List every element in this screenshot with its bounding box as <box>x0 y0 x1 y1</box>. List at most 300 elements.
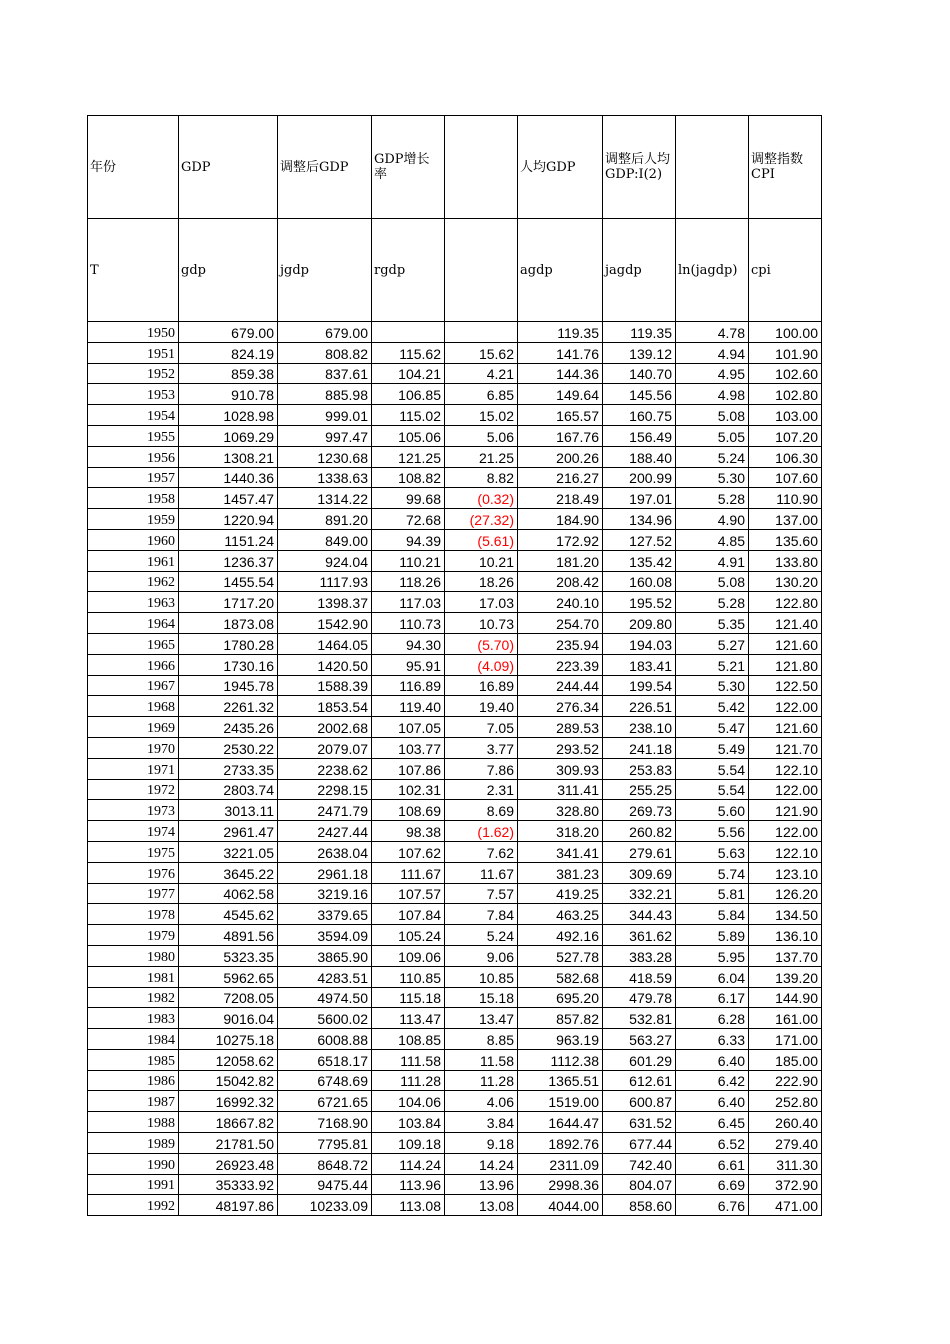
cell-rgdp: 108.69 <box>372 800 445 821</box>
cell-agdp: 165.57 <box>518 405 603 426</box>
cell-year: 1950 <box>88 322 179 343</box>
cell-jagdp: 361.62 <box>603 925 676 946</box>
cell-gdp: 3221.05 <box>179 841 278 862</box>
cell-jgdp: 999.01 <box>278 405 372 426</box>
cell-cpi: 135.60 <box>749 529 822 550</box>
cell-gdp: 12058.62 <box>179 1049 278 1070</box>
table-row <box>88 800 822 821</box>
cell-agdp: 172.92 <box>518 529 603 550</box>
cell-gdp: 1028.98 <box>179 405 278 426</box>
cell-gdp: 1440.36 <box>179 467 278 488</box>
cell-agdp: 311.41 <box>518 779 603 800</box>
cell-year: 1968 <box>88 696 179 717</box>
cell-jagdp: 183.41 <box>603 654 676 675</box>
cell-ln-jagdp: 4.85 <box>676 529 749 550</box>
cell-jagdp: 119.35 <box>603 322 676 343</box>
cell-jgdp: 4974.50 <box>278 987 372 1008</box>
cell-rgdp: 105.06 <box>372 425 445 446</box>
header-row-codes <box>88 219 822 322</box>
cell-gdp: 5323.35 <box>179 945 278 966</box>
table-row <box>88 425 822 446</box>
cell-jgdp: 1853.54 <box>278 696 372 717</box>
cell-jagdp: 479.78 <box>603 987 676 1008</box>
table-row <box>88 1091 822 1112</box>
cell-ln-jagdp: 5.60 <box>676 800 749 821</box>
cell-growth <box>445 322 518 343</box>
table-row <box>88 758 822 779</box>
cell-jgdp: 2471.79 <box>278 800 372 821</box>
cell-ln-jagdp: 5.05 <box>676 425 749 446</box>
cell-year: 1988 <box>88 1112 179 1133</box>
cell-ln-jagdp: 5.28 <box>676 488 749 509</box>
table-row <box>88 1153 822 1174</box>
cell-agdp: 1365.51 <box>518 1070 603 1091</box>
cell-year: 1967 <box>88 675 179 696</box>
cell-cpi: 260.40 <box>749 1112 822 1133</box>
table-row <box>88 966 822 987</box>
cell-ln-jagdp: 6.61 <box>676 1153 749 1174</box>
cell-growth: 10.73 <box>445 613 518 634</box>
cell-cpi: 185.00 <box>749 1049 822 1070</box>
cell-growth: 17.03 <box>445 592 518 613</box>
code-cell-gdp: gdp <box>179 219 278 322</box>
cell-growth: 7.62 <box>445 841 518 862</box>
cell-gdp: 5962.65 <box>179 966 278 987</box>
cell-gdp: 21781.50 <box>179 1133 278 1154</box>
cell-gdp: 26923.48 <box>179 1153 278 1174</box>
cell-year: 1959 <box>88 509 179 530</box>
cell-cpi: 121.70 <box>749 737 822 758</box>
cell-year: 1975 <box>88 841 179 862</box>
cell-gdp: 1069.29 <box>179 425 278 446</box>
cell-gdp: 2803.74 <box>179 779 278 800</box>
cell-growth: 9.06 <box>445 945 518 966</box>
cell-jagdp: 160.75 <box>603 405 676 426</box>
cell-ln-jagdp: 4.94 <box>676 342 749 363</box>
cell-jgdp: 1338.63 <box>278 467 372 488</box>
cell-gdp: 10275.18 <box>179 1029 278 1050</box>
cell-cpi: 121.80 <box>749 654 822 675</box>
table-row <box>88 446 822 467</box>
cell-agdp: 181.20 <box>518 550 603 571</box>
cell-cpi: 121.90 <box>749 800 822 821</box>
table-row <box>88 613 822 634</box>
cell-cpi: 252.80 <box>749 1091 822 1112</box>
cell-rgdp: 105.24 <box>372 925 445 946</box>
cell-rgdp: 114.24 <box>372 1153 445 1174</box>
cell-rgdp: 107.62 <box>372 841 445 862</box>
header-row-labels <box>88 116 822 219</box>
cell-ln-jagdp: 5.30 <box>676 467 749 488</box>
cell-growth: 19.40 <box>445 696 518 717</box>
cell-growth: 16.89 <box>445 675 518 696</box>
table-row <box>88 987 822 1008</box>
cell-cpi: 100.00 <box>749 322 822 343</box>
cell-gdp: 1780.28 <box>179 633 278 654</box>
cell-jagdp: 209.80 <box>603 613 676 634</box>
cell-rgdp: 115.02 <box>372 405 445 426</box>
cell-gdp: 3013.11 <box>179 800 278 821</box>
cell-jagdp: 804.07 <box>603 1174 676 1195</box>
cell-agdp: 144.36 <box>518 363 603 384</box>
code-cell-t: T <box>88 219 179 322</box>
cell-gdp: 2961.47 <box>179 821 278 842</box>
cell-agdp: 223.39 <box>518 654 603 675</box>
cell-year: 1971 <box>88 758 179 779</box>
cell-agdp: 276.34 <box>518 696 603 717</box>
cell-rgdp: 103.84 <box>372 1112 445 1133</box>
cell-rgdp: 102.31 <box>372 779 445 800</box>
cell-gdp: 16992.32 <box>179 1091 278 1112</box>
cell-gdp: 1717.20 <box>179 592 278 613</box>
cell-cpi: 101.90 <box>749 342 822 363</box>
cell-cpi: 122.10 <box>749 758 822 779</box>
cell-year: 1978 <box>88 904 179 925</box>
cell-ln-jagdp: 5.81 <box>676 883 749 904</box>
cell-growth: (0.32) <box>445 488 518 509</box>
cell-growth: 15.62 <box>445 342 518 363</box>
cell-cpi: 103.00 <box>749 405 822 426</box>
cell-agdp: 582.68 <box>518 966 603 987</box>
cell-growth: 2.31 <box>445 779 518 800</box>
cell-jgdp: 9475.44 <box>278 1174 372 1195</box>
cell-rgdp: 109.06 <box>372 945 445 966</box>
cell-gdp: 15042.82 <box>179 1070 278 1091</box>
cell-growth: (5.61) <box>445 529 518 550</box>
cell-cpi: 107.60 <box>749 467 822 488</box>
cell-gdp: 4891.56 <box>179 925 278 946</box>
cell-agdp: 141.76 <box>518 342 603 363</box>
cell-growth: 5.06 <box>445 425 518 446</box>
cell-jagdp: 383.28 <box>603 945 676 966</box>
cell-agdp: 695.20 <box>518 987 603 1008</box>
table-row <box>88 1049 822 1070</box>
cell-jgdp: 5600.02 <box>278 1008 372 1029</box>
cell-jgdp: 885.98 <box>278 384 372 405</box>
cell-cpi: 122.00 <box>749 779 822 800</box>
cell-cpi: 144.90 <box>749 987 822 1008</box>
cell-agdp: 463.25 <box>518 904 603 925</box>
cell-year: 1963 <box>88 592 179 613</box>
cell-gdp: 48197.86 <box>179 1195 278 1216</box>
cell-ln-jagdp: 5.54 <box>676 758 749 779</box>
cell-rgdp: 72.68 <box>372 509 445 530</box>
cell-growth: 5.24 <box>445 925 518 946</box>
cell-growth: 8.82 <box>445 467 518 488</box>
cell-year: 1990 <box>88 1153 179 1174</box>
cell-ln-jagdp: 5.54 <box>676 779 749 800</box>
cell-agdp: 1644.47 <box>518 1112 603 1133</box>
cell-rgdp <box>372 322 445 343</box>
cell-growth: 13.08 <box>445 1195 518 1216</box>
table-row <box>88 1133 822 1154</box>
cell-ln-jagdp: 5.84 <box>676 904 749 925</box>
cell-ln-jagdp: 4.98 <box>676 384 749 405</box>
cell-year: 1970 <box>88 737 179 758</box>
cell-cpi: 137.70 <box>749 945 822 966</box>
cell-cpi: 372.90 <box>749 1174 822 1195</box>
cell-jagdp: 332.21 <box>603 883 676 904</box>
cell-year: 1958 <box>88 488 179 509</box>
cell-jgdp: 924.04 <box>278 550 372 571</box>
cell-gdp: 1873.08 <box>179 613 278 634</box>
cell-jagdp: 135.42 <box>603 550 676 571</box>
cell-ln-jagdp: 5.08 <box>676 571 749 592</box>
cell-agdp: 341.41 <box>518 841 603 862</box>
cell-year: 1974 <box>88 821 179 842</box>
cell-agdp: 200.26 <box>518 446 603 467</box>
table-row <box>88 1008 822 1029</box>
cell-rgdp: 106.85 <box>372 384 445 405</box>
cell-jgdp: 849.00 <box>278 529 372 550</box>
cell-agdp: 492.16 <box>518 925 603 946</box>
header-cell-blank <box>445 116 518 219</box>
cell-ln-jagdp: 5.08 <box>676 405 749 426</box>
table-row <box>88 488 822 509</box>
cell-jagdp: 197.01 <box>603 488 676 509</box>
cell-rgdp: 111.28 <box>372 1070 445 1091</box>
header-cell-adjusted-per-capita: 调整后人均GDP:I(2) <box>603 116 676 219</box>
cell-ln-jagdp: 6.40 <box>676 1091 749 1112</box>
cell-agdp: 419.25 <box>518 883 603 904</box>
cell-rgdp: 107.05 <box>372 717 445 738</box>
cell-agdp: 235.94 <box>518 633 603 654</box>
table-row <box>88 675 822 696</box>
cell-agdp: 216.27 <box>518 467 603 488</box>
cell-agdp: 1112.38 <box>518 1049 603 1070</box>
cell-jagdp: 253.83 <box>603 758 676 779</box>
cell-jgdp: 1230.68 <box>278 446 372 467</box>
cell-ln-jagdp: 6.52 <box>676 1133 749 1154</box>
cell-cpi: 161.00 <box>749 1008 822 1029</box>
cell-rgdp: 113.47 <box>372 1008 445 1029</box>
cell-jgdp: 3594.09 <box>278 925 372 946</box>
cell-gdp: 4062.58 <box>179 883 278 904</box>
cell-year: 1992 <box>88 1195 179 1216</box>
cell-jgdp: 4283.51 <box>278 966 372 987</box>
code-cell-ln-jagdp: ln(jagdp) <box>676 219 749 322</box>
cell-rgdp: 108.85 <box>372 1029 445 1050</box>
cell-jagdp: 279.61 <box>603 841 676 862</box>
table-row <box>88 883 822 904</box>
cell-jagdp: 188.40 <box>603 446 676 467</box>
table-row <box>88 1070 822 1091</box>
cell-jgdp: 6721.65 <box>278 1091 372 1112</box>
cell-gdp: 2530.22 <box>179 737 278 758</box>
cell-jgdp: 1420.50 <box>278 654 372 675</box>
cell-gdp: 1151.24 <box>179 529 278 550</box>
cell-jgdp: 1398.37 <box>278 592 372 613</box>
cell-cpi: 130.20 <box>749 571 822 592</box>
cell-year: 1976 <box>88 862 179 883</box>
cell-jgdp: 7168.90 <box>278 1112 372 1133</box>
cell-growth: 3.84 <box>445 1112 518 1133</box>
table-row <box>88 737 822 758</box>
cell-jgdp: 2427.44 <box>278 821 372 842</box>
header-cell-cpi: 调整指数CPI <box>749 116 822 219</box>
cell-ln-jagdp: 5.63 <box>676 841 749 862</box>
cell-jagdp: 601.29 <box>603 1049 676 1070</box>
cell-year: 1984 <box>88 1029 179 1050</box>
header-cell-year: 年份 <box>88 116 179 219</box>
cell-cpi: 311.30 <box>749 1153 822 1174</box>
cell-ln-jagdp: 6.40 <box>676 1049 749 1070</box>
cell-growth: 4.06 <box>445 1091 518 1112</box>
code-cell-jagdp: jagdp <box>603 219 676 322</box>
table-row <box>88 717 822 738</box>
table-row <box>88 779 822 800</box>
table-row <box>88 363 822 384</box>
cell-jgdp: 2079.07 <box>278 737 372 758</box>
cell-gdp: 859.38 <box>179 363 278 384</box>
cell-ln-jagdp: 5.74 <box>676 862 749 883</box>
cell-jagdp: 140.70 <box>603 363 676 384</box>
cell-rgdp: 117.03 <box>372 592 445 613</box>
cell-jagdp: 238.10 <box>603 717 676 738</box>
cell-cpi: 122.50 <box>749 675 822 696</box>
table-row <box>88 322 822 343</box>
cell-growth: 7.86 <box>445 758 518 779</box>
cell-agdp: 293.52 <box>518 737 603 758</box>
cell-jgdp: 997.47 <box>278 425 372 446</box>
cell-year: 1987 <box>88 1091 179 1112</box>
cell-ln-jagdp: 5.56 <box>676 821 749 842</box>
table-row <box>88 821 822 842</box>
cell-jagdp: 145.56 <box>603 384 676 405</box>
cell-gdp: 9016.04 <box>179 1008 278 1029</box>
cell-agdp: 2998.36 <box>518 1174 603 1195</box>
header-cell-gdp: GDP <box>179 116 278 219</box>
cell-gdp: 1457.47 <box>179 488 278 509</box>
cell-year: 1973 <box>88 800 179 821</box>
cell-year: 1972 <box>88 779 179 800</box>
cell-cpi: 133.80 <box>749 550 822 571</box>
cell-year: 1981 <box>88 966 179 987</box>
cell-growth: 3.77 <box>445 737 518 758</box>
cell-growth: 15.18 <box>445 987 518 1008</box>
cell-cpi: 122.00 <box>749 821 822 842</box>
cell-jagdp: 241.18 <box>603 737 676 758</box>
cell-agdp: 1519.00 <box>518 1091 603 1112</box>
cell-cpi: 121.60 <box>749 633 822 654</box>
cell-rgdp: 95.91 <box>372 654 445 675</box>
cell-ln-jagdp: 5.47 <box>676 717 749 738</box>
table-row <box>88 925 822 946</box>
cell-cpi: 122.00 <box>749 696 822 717</box>
cell-jgdp: 837.61 <box>278 363 372 384</box>
cell-year: 1983 <box>88 1008 179 1029</box>
cell-year: 1964 <box>88 613 179 634</box>
cell-year: 1962 <box>88 571 179 592</box>
cell-ln-jagdp: 4.91 <box>676 550 749 571</box>
cell-ln-jagdp: 4.95 <box>676 363 749 384</box>
cell-agdp: 381.23 <box>518 862 603 883</box>
cell-jagdp: 194.03 <box>603 633 676 654</box>
table-row <box>88 1029 822 1050</box>
table-row <box>88 467 822 488</box>
cell-ln-jagdp: 5.89 <box>676 925 749 946</box>
cell-jgdp: 1117.93 <box>278 571 372 592</box>
cell-gdp: 1308.21 <box>179 446 278 467</box>
cell-jagdp: 532.81 <box>603 1008 676 1029</box>
cell-ln-jagdp: 5.24 <box>676 446 749 467</box>
cell-growth: 10.85 <box>445 966 518 987</box>
cell-rgdp: 94.39 <box>372 529 445 550</box>
cell-jagdp: 134.96 <box>603 509 676 530</box>
cell-jagdp: 195.52 <box>603 592 676 613</box>
cell-year: 1982 <box>88 987 179 1008</box>
cell-ln-jagdp: 5.35 <box>676 613 749 634</box>
cell-gdp: 679.00 <box>179 322 278 343</box>
cell-rgdp: 111.58 <box>372 1049 445 1070</box>
cell-growth: 6.85 <box>445 384 518 405</box>
cell-cpi: 121.40 <box>749 613 822 634</box>
cell-growth: 11.67 <box>445 862 518 883</box>
cell-ln-jagdp: 5.49 <box>676 737 749 758</box>
table-row <box>88 550 822 571</box>
cell-jagdp: 418.59 <box>603 966 676 987</box>
cell-cpi: 126.20 <box>749 883 822 904</box>
cell-ln-jagdp: 5.95 <box>676 945 749 966</box>
cell-ln-jagdp: 6.17 <box>676 987 749 1008</box>
cell-jgdp: 679.00 <box>278 322 372 343</box>
cell-growth: (27.32) <box>445 509 518 530</box>
table-row <box>88 633 822 654</box>
cell-agdp: 309.93 <box>518 758 603 779</box>
cell-rgdp: 111.67 <box>372 862 445 883</box>
cell-cpi: 102.80 <box>749 384 822 405</box>
table-row <box>88 1195 822 1216</box>
cell-agdp: 857.82 <box>518 1008 603 1029</box>
table-row <box>88 571 822 592</box>
cell-year: 1951 <box>88 342 179 363</box>
cell-jgdp: 7795.81 <box>278 1133 372 1154</box>
cell-jagdp: 255.25 <box>603 779 676 800</box>
code-cell-rgdp: rgdp <box>372 219 445 322</box>
cell-agdp: 167.76 <box>518 425 603 446</box>
cell-jgdp: 1464.05 <box>278 633 372 654</box>
cell-growth: 7.57 <box>445 883 518 904</box>
cell-jagdp: 156.49 <box>603 425 676 446</box>
cell-jagdp: 612.61 <box>603 1070 676 1091</box>
cell-agdp: 963.19 <box>518 1029 603 1050</box>
table-row <box>88 529 822 550</box>
cell-gdp: 2435.26 <box>179 717 278 738</box>
cell-jgdp: 2238.62 <box>278 758 372 779</box>
cell-ln-jagdp: 6.33 <box>676 1029 749 1050</box>
table-row <box>88 509 822 530</box>
cell-jagdp: 563.27 <box>603 1029 676 1050</box>
cell-cpi: 102.60 <box>749 363 822 384</box>
cell-jgdp: 6748.69 <box>278 1070 372 1091</box>
cell-jagdp: 309.69 <box>603 862 676 883</box>
cell-rgdp: 104.21 <box>372 363 445 384</box>
cell-growth: 14.24 <box>445 1153 518 1174</box>
cell-jgdp: 808.82 <box>278 342 372 363</box>
cell-year: 1985 <box>88 1049 179 1070</box>
cell-growth: 11.28 <box>445 1070 518 1091</box>
cell-year: 1989 <box>88 1133 179 1154</box>
cell-cpi: 136.10 <box>749 925 822 946</box>
cell-jagdp: 677.44 <box>603 1133 676 1154</box>
cell-jagdp: 344.43 <box>603 904 676 925</box>
cell-gdp: 2261.32 <box>179 696 278 717</box>
cell-ln-jagdp: 6.42 <box>676 1070 749 1091</box>
cell-agdp: 218.49 <box>518 488 603 509</box>
gdp-data-table <box>87 115 822 1216</box>
cell-growth: 8.69 <box>445 800 518 821</box>
cell-ln-jagdp: 6.69 <box>676 1174 749 1195</box>
